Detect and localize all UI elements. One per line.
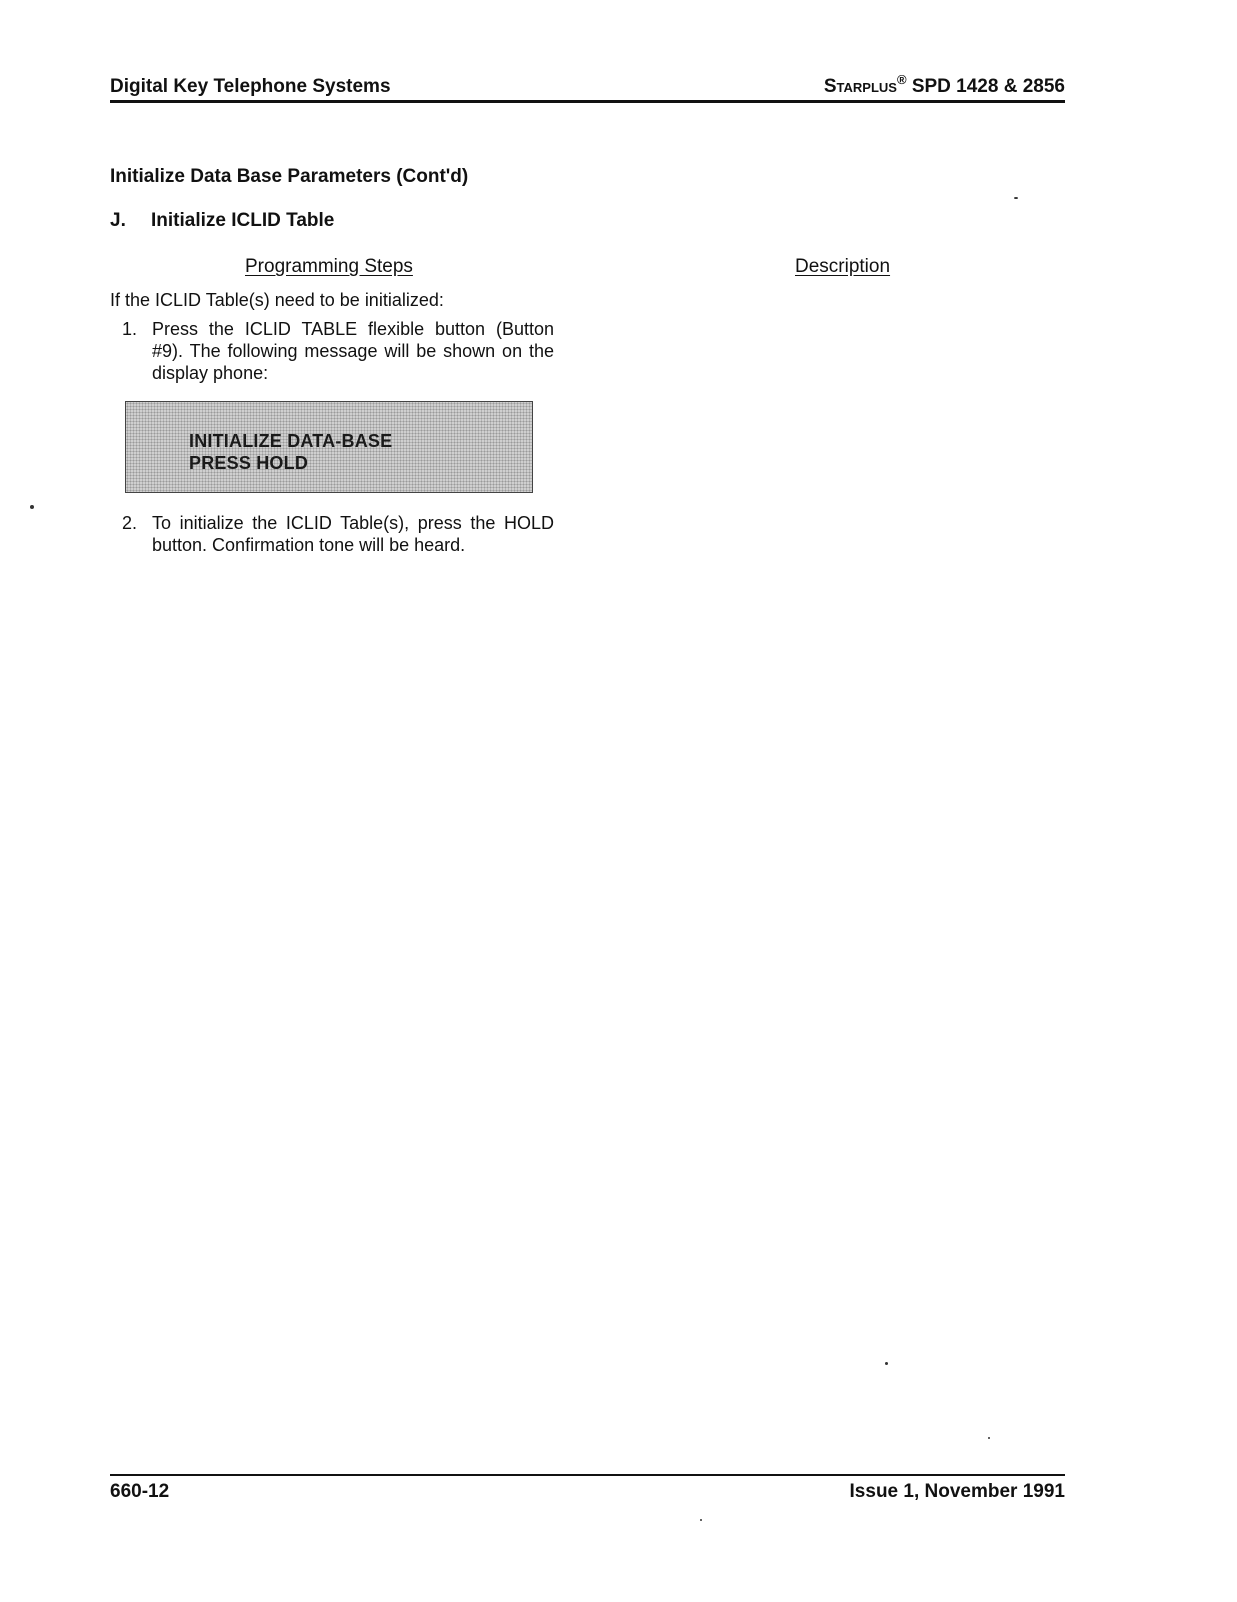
header-model: SPD 1428 & 2856 <box>906 76 1065 97</box>
step-number: 2. <box>122 513 138 533</box>
phone-display-box <box>125 401 533 493</box>
scan-speck <box>700 1519 702 1521</box>
step-item <box>122 512 554 556</box>
subsection-letter: J. <box>110 210 126 231</box>
step-text: To initialize the ICLID Table(s), press the HOLD button. Confirmation tone will be heard. <box>152 513 554 555</box>
page-number: 660-12 <box>110 1481 170 1502</box>
section-title: Initialize Data Base Parameters (Cont'd) <box>110 166 469 187</box>
column-heading-programming-steps: Programming Steps <box>245 256 413 277</box>
intro-text: If the ICLID Table(s) need to be initialized: <box>110 290 444 310</box>
step-text: Press the ICLID TABLE flexible button (Button #9). The following message will be shown on the display phone: <box>152 319 554 383</box>
registered-mark: ® <box>896 72 907 87</box>
scan-speck <box>30 505 34 509</box>
subsection-title: Initialize ICLID Table <box>151 210 335 231</box>
scan-speck <box>988 1437 990 1439</box>
header-brand: Starplus <box>823 76 897 97</box>
page-header <box>110 72 1065 103</box>
header-product <box>824 72 1065 98</box>
display-line-2: PRESS HOLD <box>189 453 309 473</box>
step-number: 1. <box>122 319 138 339</box>
scan-speck <box>1014 197 1018 199</box>
header-title: Digital Key Telephone Systems <box>110 76 391 97</box>
footer-rule <box>110 1474 1065 1476</box>
display-line-1: INITIALIZE DATA-BASE <box>189 431 393 451</box>
step-item <box>122 318 554 384</box>
column-heading-description: Description <box>795 256 891 277</box>
scan-speck <box>885 1362 888 1365</box>
issue-date: Issue 1, November 1991 <box>849 1481 1065 1502</box>
